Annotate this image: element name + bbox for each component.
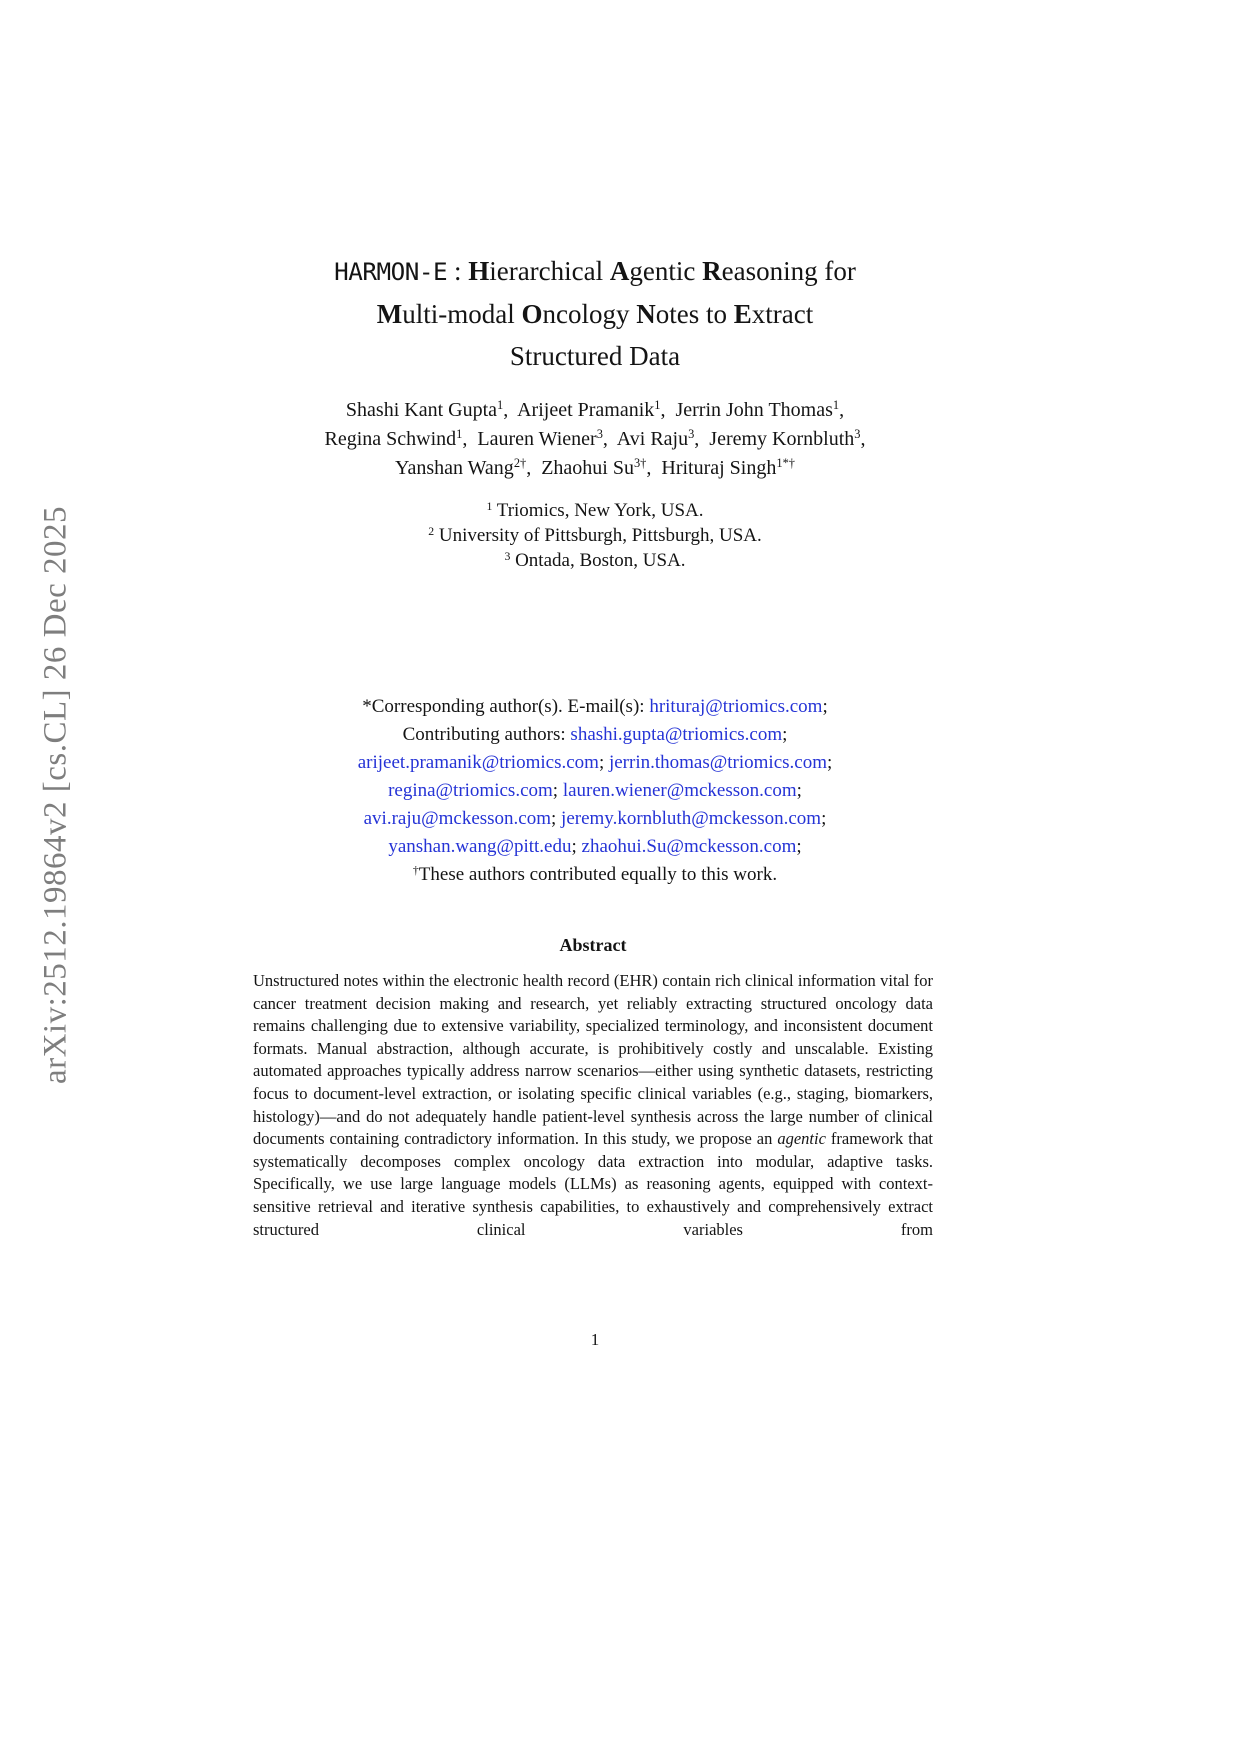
email-link[interactable]: jeremy.kornbluth@mckesson.com <box>561 808 822 829</box>
correspondence-line: regina@triomics.com; lauren.wiener@mckesson.com; <box>388 780 802 801</box>
email-link[interactable]: yanshan.wang@pitt.edu <box>388 836 572 857</box>
affiliation-line: $^2$ University of Pittsburgh, Pittsburgh, USA. <box>428 524 762 546</box>
correspondence-line: avi.raju@mckesson.com; jeremy.kornbluth@mckesson.com; <box>363 808 827 829</box>
title-line-2: Multi-modal Oncology Notes to Extract <box>376 299 814 329</box>
paper-title <box>225 250 965 377</box>
email-link[interactable]: jerrin.thomas@triomics.com <box>608 752 827 773</box>
title-line-3: Structured Data <box>509 341 681 371</box>
abstract-body: Unstructured notes within the electronic health record (EHR) contain rich clinical information vital for cancer treatment decision making and research, yet reliably extracting structured oncology data remains challenging due to extensive variability, specialized terminology, and inconsistent document formats. Manual abstraction, although accurate, is prohibitively costly and unscalable. Existing automated approaches typically address narrow scenarios—either using synthetic datasets, restricting focus to document-level extraction, or isolating specific clinical variables (e.g., staging, biomarkers, histology)—and do not adequately handle patient-level synthesis across the large number of clinical documents containing contradictory information. In this study, we propose an agentic framework that systematically decomposes complex oncology data extraction into modular, adaptive tasks. Specifically, we use large language models (LLMs) as reasoning agents, equipped with context-sensitive retrieval and iterative synthesis capabilities, to exhaustively and comprehensively extract structured clinical variables from <box>253 971 933 1239</box>
affiliation-line: $^1$ Triomics, New York, USA. <box>486 499 704 521</box>
author-list <box>225 396 965 483</box>
affiliation-list <box>225 498 965 573</box>
email-link[interactable]: lauren.wiener@mckesson.com <box>562 780 797 801</box>
email-link[interactable]: zhaohui.Su@mckesson.com <box>581 836 797 857</box>
correspondence-line: †These authors contributed equally to this work. <box>412 863 778 885</box>
correspondence-line: Contributing authors: shashi.gupta@triomics.com; <box>402 724 788 745</box>
correspondence-line: yanshan.wang@pitt.edu; zhaohui.Su@mckesson.com; <box>388 836 802 857</box>
affiliation-line: $^3$ Ontada, Boston, USA. <box>504 549 686 571</box>
page-number: 1 <box>590 1330 600 1349</box>
arxiv-watermark: arXiv:2512.19864v2 [cs.CL] 26 Dec 2025 <box>37 505 74 1085</box>
author-line: Shashi Kant Gupta$^1$, Arijeet Pramanik$^1$, Jerrin John Thomas$^1$, <box>345 398 845 421</box>
title-line-1: HARMON-E : Hierarchical Agentic Reasoning for <box>334 256 856 286</box>
abstract-section <box>253 935 933 1241</box>
author-line: Yanshan Wang$^{2\dagger}$, Zhaohui $Su^{3\dagger}$, Hrituraj Singh$^{1*\dagger}$ <box>395 456 795 479</box>
email-link[interactable]: regina@triomics.com <box>388 780 553 801</box>
correspondence-line: *Corresponding author(s). E-mail(s): hrituraj@triomics.com; <box>362 696 828 717</box>
author-line: Regina Schwind$^1$, Lauren Wiener$^3$, Avi Raju$^3$, Jeremy Kornbluth$^3$, <box>324 427 866 450</box>
email-link[interactable]: arijeet.pramanik@triomics.com <box>357 752 599 773</box>
email-link[interactable]: hrituraj@triomics.com <box>649 696 823 717</box>
abstract-heading: Abstract <box>559 935 627 955</box>
email-link[interactable]: shashi.gupta@triomics.com <box>570 724 783 745</box>
correspondence-block <box>225 693 965 889</box>
correspondence-line: arijeet.pramanik@triomics.com; jerrin.thomas@triomics.com; <box>357 752 833 773</box>
email-link[interactable]: avi.raju@mckesson.com <box>363 808 552 829</box>
